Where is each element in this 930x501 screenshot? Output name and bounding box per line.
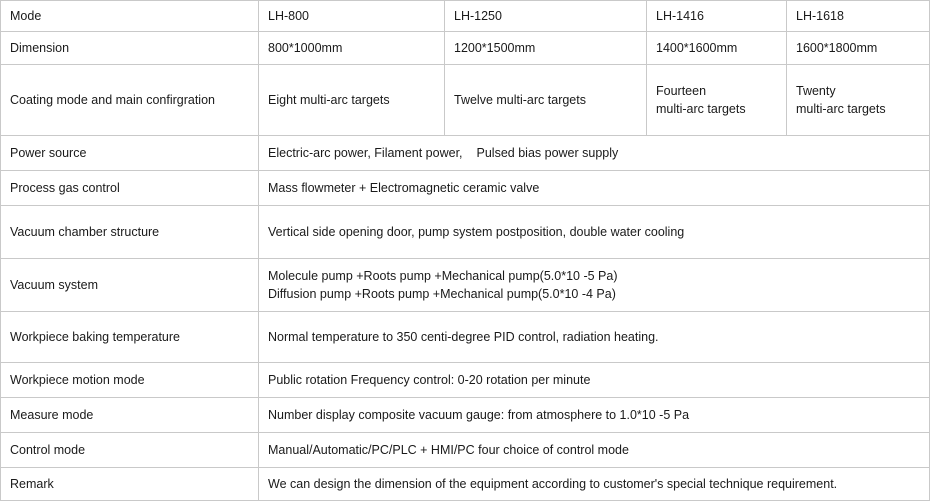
power-source-part-b: Pulsed bias power supply bbox=[476, 145, 619, 160]
table-row bbox=[1, 259, 930, 312]
row-label-mode: Mode bbox=[1, 1, 259, 32]
row-label-workpiece-baking-temperature: Workpiece baking temperature bbox=[1, 312, 259, 363]
row-label-dimension: Dimension bbox=[1, 32, 259, 65]
cell-mode-lh1416: LH-1416 bbox=[647, 1, 787, 32]
row-label-vacuum-system: Vacuum system bbox=[1, 259, 259, 312]
cell-vacuum-system-value bbox=[259, 259, 930, 312]
cell-coating-lh1250: Twelve multi-arc targets bbox=[445, 65, 647, 136]
table-row bbox=[1, 363, 930, 398]
cell-coating-lh1416 bbox=[647, 65, 787, 136]
cell-power-source-value bbox=[259, 136, 930, 171]
table-row bbox=[1, 468, 930, 501]
cell-coating-lh1618 bbox=[787, 65, 930, 136]
vacuum-system-line2: Diffusion pump +Roots pump +Mechanical pump(5.0*10 -4 Pa) bbox=[268, 287, 616, 301]
table-row bbox=[1, 171, 930, 206]
row-label-process-gas-control: Process gas control bbox=[1, 171, 259, 206]
table-row bbox=[1, 136, 930, 171]
cell-vacuum-chamber-structure-value: Vertical side opening door, pump system postposition, double water cooling bbox=[259, 206, 930, 259]
cell-dimension-lh1618: 1600*1800mm bbox=[787, 32, 930, 65]
cell-workpiece-baking-temperature-value: Normal temperature to 350 centi-degree PID control, radiation heating. bbox=[259, 312, 930, 363]
cell-coating-lh1416-line2: multi-arc targets bbox=[656, 102, 746, 116]
cell-coating-lh1416-line1: Fourteen bbox=[656, 83, 707, 98]
row-label-power-source: Power source bbox=[1, 136, 259, 171]
cell-coating-lh1618-line2: multi-arc targets bbox=[796, 102, 886, 116]
row-label-vacuum-chamber-structure: Vacuum chamber structure bbox=[1, 206, 259, 259]
cell-control-mode-value: Manual/Automatic/PC/PLC + HMI/PC four choice of control mode bbox=[259, 433, 930, 468]
table-row bbox=[1, 312, 930, 363]
row-label-remark: Remark bbox=[1, 468, 259, 501]
cell-dimension-lh800: 800*1000mm bbox=[259, 32, 445, 65]
cell-workpiece-motion-mode-value: Public rotation Frequency control: 0-20 rotation per minute bbox=[259, 363, 930, 398]
row-label-workpiece-motion-mode: Workpiece motion mode bbox=[1, 363, 259, 398]
cell-coating-lh800: Eight multi-arc targets bbox=[259, 65, 445, 136]
cell-process-gas-control-value: Mass flowmeter + Electromagnetic ceramic valve bbox=[259, 171, 930, 206]
table-row bbox=[1, 433, 930, 468]
row-label-coating-mode: Coating mode and main confirgration bbox=[1, 65, 259, 136]
cell-dimension-lh1416: 1400*1600mm bbox=[647, 32, 787, 65]
cell-mode-lh1618: LH-1618 bbox=[787, 1, 930, 32]
table-row bbox=[1, 65, 930, 136]
table-row bbox=[1, 206, 930, 259]
vacuum-system-line1: Molecule pump +Roots pump +Mechanical pump(5.0*10 -5 Pa) bbox=[268, 268, 618, 283]
cell-mode-lh800: LH-800 bbox=[259, 1, 445, 32]
power-source-part-a: Electric-arc power, Filament power, bbox=[268, 145, 463, 160]
cell-remark-value: We can design the dimension of the equipment according to customer's special technique requirement. bbox=[259, 468, 930, 501]
table-row bbox=[1, 32, 930, 65]
row-label-control-mode: Control mode bbox=[1, 433, 259, 468]
table-row bbox=[1, 1, 930, 32]
row-label-measure-mode: Measure mode bbox=[1, 398, 259, 433]
cell-coating-lh1618-line1: Twenty bbox=[796, 83, 836, 98]
cell-measure-mode-value: Number display composite vacuum gauge: from atmosphere to 1.0*10 -5 Pa bbox=[259, 398, 930, 433]
cell-dimension-lh1250: 1200*1500mm bbox=[445, 32, 647, 65]
cell-mode-lh1250: LH-1250 bbox=[445, 1, 647, 32]
table-row bbox=[1, 398, 930, 433]
